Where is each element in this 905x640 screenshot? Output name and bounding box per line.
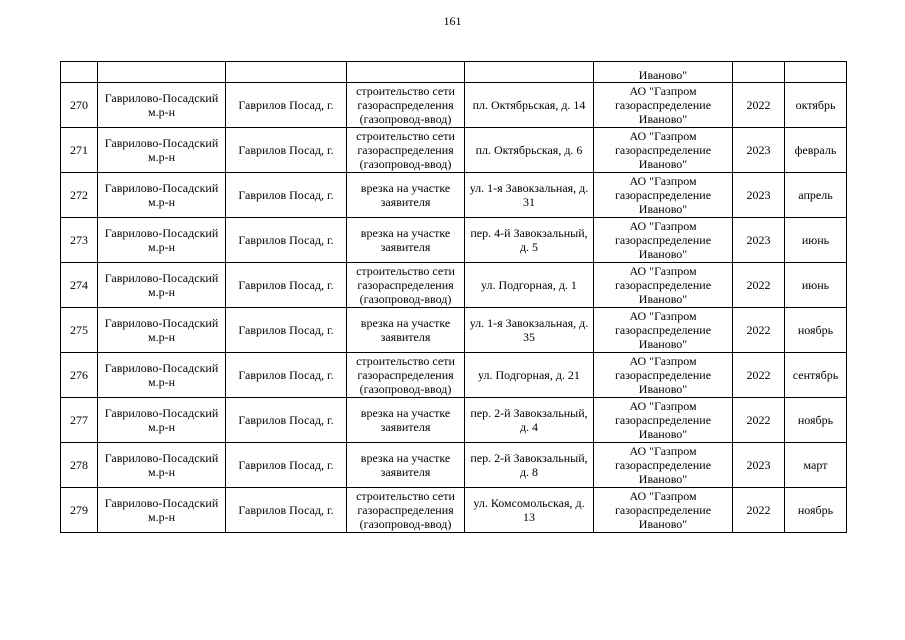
gasification-table [60,61,847,533]
page-number: 161 [443,14,462,28]
cell-month: март [785,443,847,488]
cell-num: 270 [61,83,98,128]
cell-year: 2023 [733,173,785,218]
cell-work: строительство сети газораспределения (газопровод-ввод) [347,353,465,398]
table-row [61,83,847,128]
cell-address: ул. 1-я Завокзальная, д. 35 [465,308,594,353]
cell-org: АО "Газпром газораспределение Иваново" [594,263,733,308]
cell-num: 276 [61,353,98,398]
cell-address: пер. 4-й Завокзальный, д. 5 [465,218,594,263]
cell-org: АО "Газпром газораспределение Иваново" [594,443,733,488]
cell-address: ул. Подгорная, д. 1 [465,263,594,308]
cell-num: 273 [61,218,98,263]
cell-town: Гаврилов Посад, г. [226,218,347,263]
cell-town: Гаврилов Посад, г. [226,488,347,533]
cell-work: врезка на участке заявителя [347,398,465,443]
cell-address: ул. 1-я Завокзальная, д. 31 [465,173,594,218]
cell-month: февраль [785,128,847,173]
cell-town: Гаврилов Посад, г. [226,398,347,443]
cell-year: 2022 [733,83,785,128]
cell-work [347,62,465,83]
cell-month: июнь [785,263,847,308]
cell-month: апрель [785,173,847,218]
cell-num: 278 [61,443,98,488]
table-row [61,218,847,263]
cell-work: врезка на участке заявителя [347,218,465,263]
table-row [61,128,847,173]
cell-year: 2022 [733,398,785,443]
table-row [61,443,847,488]
cell-org: АО "Газпром газораспределение Иваново" [594,218,733,263]
cell-year: 2022 [733,353,785,398]
cell-month: ноябрь [785,488,847,533]
cell-month: сентябрь [785,353,847,398]
cell-district: Гаврилово-Посадский м.р-н [98,488,226,533]
table-row [61,308,847,353]
cell-month: октябрь [785,83,847,128]
cell-town: Гаврилов Посад, г. [226,443,347,488]
cell-month: ноябрь [785,308,847,353]
cell-num: 274 [61,263,98,308]
cell-district: Гаврилово-Посадский м.р-н [98,263,226,308]
cell-month: ноябрь [785,398,847,443]
cell-town: Гаврилов Посад, г. [226,308,347,353]
cell-work: строительство сети газораспределения (газопровод-ввод) [347,83,465,128]
cell-num [61,62,98,83]
cell-org: АО "Газпром газораспределение Иваново" [594,128,733,173]
cell-address: ул. Подгорная, д. 21 [465,353,594,398]
cell-org: АО "Газпром газораспределение Иваново" [594,353,733,398]
cell-district: Гаврилово-Посадский м.р-н [98,173,226,218]
cell-district [98,62,226,83]
cell-district: Гаврилово-Посадский м.р-н [98,218,226,263]
table-row [61,488,847,533]
cell-year: 2022 [733,488,785,533]
cell-org: АО "Газпром газораспределение Иваново" [594,83,733,128]
table-row [61,263,847,308]
cell-district: Гаврилово-Посадский м.р-н [98,128,226,173]
cell-address: пер. 2-й Завокзальный, д. 8 [465,443,594,488]
cell-address: ул. Комсомольская, д. 13 [465,488,594,533]
cell-work: строительство сети газораспределения (газопровод-ввод) [347,263,465,308]
cell-address: пер. 2-й Завокзальный, д. 4 [465,398,594,443]
cell-year: 2022 [733,263,785,308]
cell-district: Гаврилово-Посадский м.р-н [98,443,226,488]
cell-num: 275 [61,308,98,353]
continuation-row [61,62,847,83]
cell-work: строительство сети газораспределения (газопровод-ввод) [347,128,465,173]
table-row [61,173,847,218]
cell-org: АО "Газпром газораспределение Иваново" [594,398,733,443]
cell-district: Гаврилово-Посадский м.р-н [98,83,226,128]
cell-org: АО "Газпром газораспределение Иваново" [594,308,733,353]
cell-month: июнь [785,218,847,263]
cell-year: 2023 [733,218,785,263]
cell-town: Гаврилов Посад, г. [226,83,347,128]
cell-month [785,62,847,83]
cell-town: Гаврилов Посад, г. [226,263,347,308]
cell-district: Гаврилово-Посадский м.р-н [98,398,226,443]
cell-num: 279 [61,488,98,533]
cell-work: врезка на участке заявителя [347,443,465,488]
cell-town: Гаврилов Посад, г. [226,128,347,173]
cell-num: 271 [61,128,98,173]
cell-num: 277 [61,398,98,443]
cell-org: АО "Газпром газораспределение Иваново" [594,488,733,533]
cell-work: строительство сети газораспределения (газопровод-ввод) [347,488,465,533]
table-row [61,353,847,398]
cell-year: 2023 [733,128,785,173]
cell-address: пл. Октябрьская, д. 6 [465,128,594,173]
cell-address: пл. Октябрьская, д. 14 [465,83,594,128]
cell-district: Гаврилово-Посадский м.р-н [98,308,226,353]
cell-org: АО "Газпром газораспределение Иваново" [594,173,733,218]
cell-town: Гаврилов Посад, г. [226,173,347,218]
cell-work: врезка на участке заявителя [347,173,465,218]
cell-town [226,62,347,83]
cell-year: 2023 [733,443,785,488]
cell-address [465,62,594,83]
cell-work: врезка на участке заявителя [347,308,465,353]
cell-year: 2022 [733,308,785,353]
cell-year [733,62,785,83]
cell-town: Гаврилов Посад, г. [226,353,347,398]
cell-num: 272 [61,173,98,218]
cell-district: Гаврилово-Посадский м.р-н [98,353,226,398]
table-row [61,398,847,443]
cell-org: Иваново" [594,62,733,83]
